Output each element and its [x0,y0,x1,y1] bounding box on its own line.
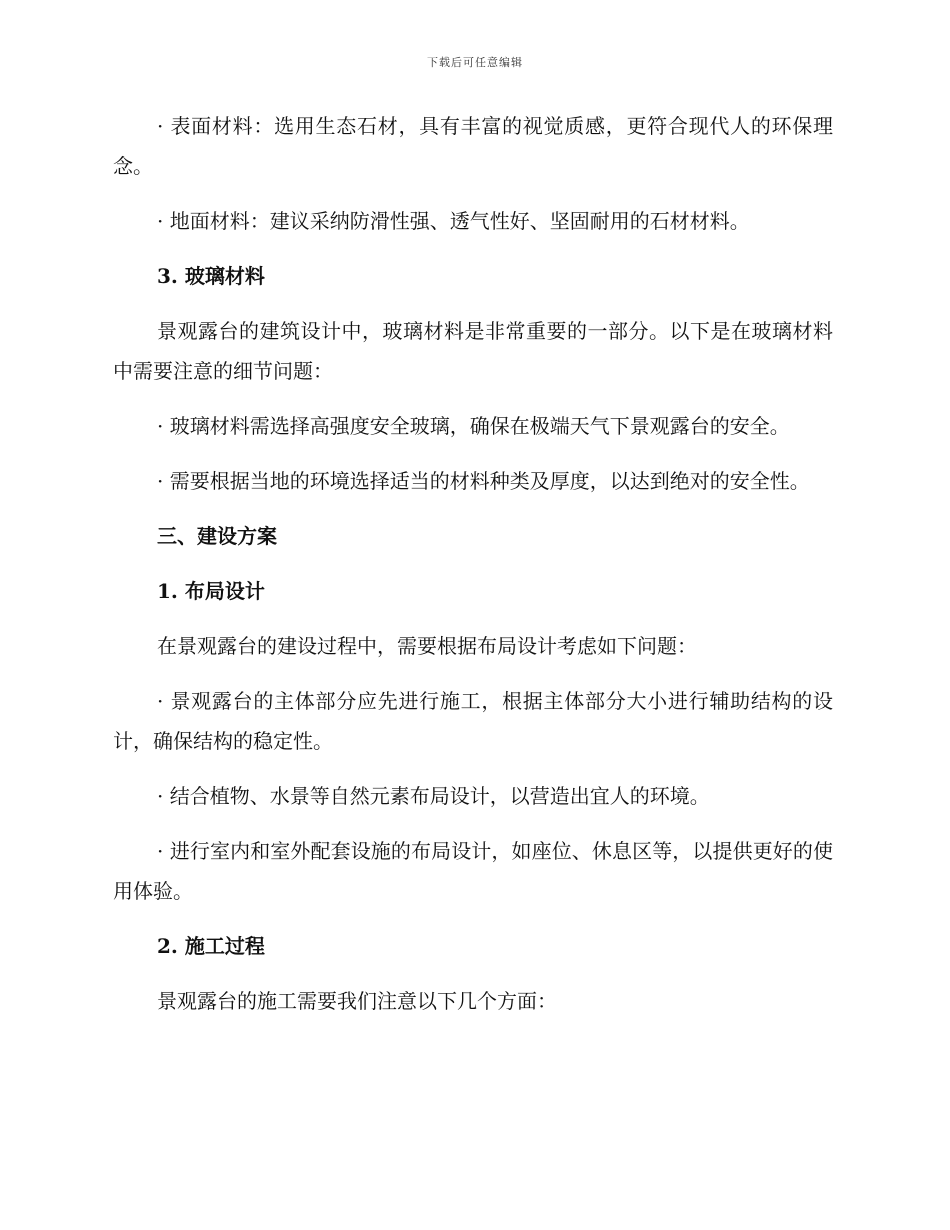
document-body [113,106,833,1036]
heading-glass-material: 3. 玻璃材料 [157,264,265,288]
heading-construction-plan: 三、建设方案 [157,524,277,548]
heading-layout-design: 1. 布局设计 [157,579,265,603]
paragraph-layout-main-structure: · 景观露台的主体部分应先进行施工，根据主体部分大小进行辅助结构的设计，确保结构的稳定性。 [113,689,833,753]
paragraph-floor-material: · 地面材料：建议采纳防滑性强、透气性好、坚固耐用的石材材料。 [157,209,750,233]
paragraph-layout-facilities: · 进行室内和室外配套设施的布局设计，如座位、休息区等，以提供更好的使用体验。 [113,839,833,903]
paragraph-glass-safety: · 玻璃材料需选择高强度安全玻璃，确保在极端天气下景观露台的安全。 [157,414,790,438]
paragraph-construction-intro: 景观露台的施工需要我们注意以下几个方面： [157,989,557,1013]
paragraph-glass-intro: 景观露台的建筑设计中，玻璃材料是非常重要的一部分。以下是在玻璃材料中需要注意的细节问题： [113,319,833,383]
heading-construction-process: 2. 施工过程 [157,934,265,958]
paragraph-layout-natural-elements: · 结合植物、水景等自然元素布局设计，以营造出宜人的环境。 [157,784,710,808]
paragraph-layout-intro: 在景观露台的建设过程中，需要根据布局设计考虑如下问题： [157,634,697,658]
page-header: 下载后可任意编辑 [427,56,523,69]
paragraph-glass-thickness: · 需要根据当地的环境选择适当的材料种类及厚度，以达到绝对的安全性。 [157,469,810,493]
paragraph-surface-material: · 表面材料：选用生态石材，具有丰富的视觉质感，更符合现代人的环保理念。 [113,114,833,178]
